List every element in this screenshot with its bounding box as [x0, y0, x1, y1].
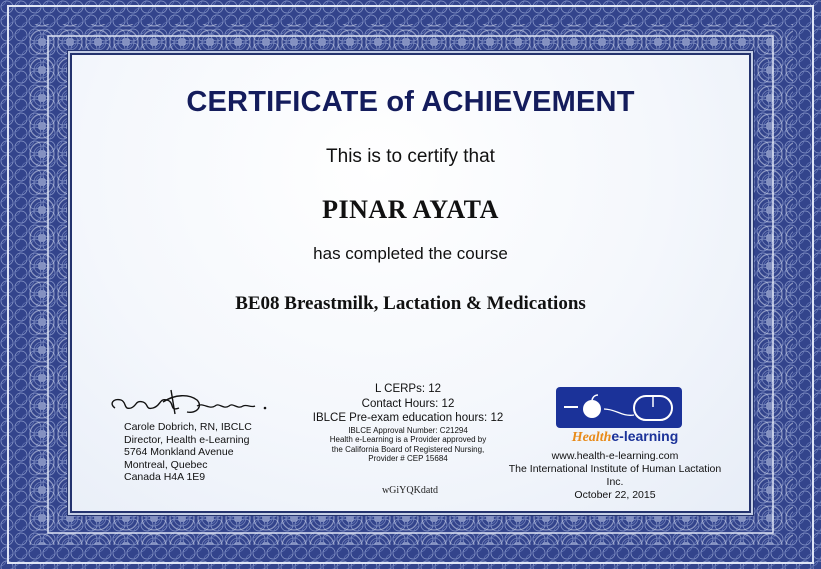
signatory-title: Director, Health e-Learning — [124, 433, 250, 446]
logo-elearning-text: e-learning — [611, 428, 679, 444]
lcerps-line: L CERPs: 12 — [374, 383, 442, 395]
iblce-approval-line: IBLCE Approval Number: C21294 — [348, 425, 468, 435]
website-link[interactable]: www.health-e-learning.com — [551, 450, 679, 462]
signatory-block — [124, 421, 252, 484]
certificate-title: CERTIFICATE of ACHIEVEMENT — [186, 86, 635, 118]
provider-line-2: the California Board of Registered Nursing, — [331, 444, 485, 454]
credits-block — [300, 382, 516, 464]
completed-line: has completed the course — [313, 244, 508, 263]
issue-date: October 22, 2015 — [574, 489, 656, 501]
signatory-street: 5764 Monkland Avenue — [124, 446, 234, 458]
verification-code: wGiYQKdatd — [381, 485, 439, 496]
logo-health-text: Health — [571, 430, 612, 445]
organization-block — [500, 450, 730, 502]
logo-wordmark — [540, 428, 710, 446]
mouse-apple-icon — [556, 387, 682, 428]
contact-hours-line: Contact Hours: 12 — [361, 397, 455, 410]
certify-line: This is to certify that — [326, 146, 495, 167]
provider-line-1: Health e-Learning is a Provider approved by — [329, 435, 487, 444]
course-name: BE08 Breastmilk, Lactation & Medications — [235, 293, 586, 314]
signatory-city: Montreal, Quebec — [124, 458, 208, 471]
institute-name: The International Institute of Human Lactation Inc. — [508, 463, 722, 488]
signature — [105, 384, 275, 420]
recipient-name: PINAR AYATA — [322, 195, 499, 224]
health-e-learning-logo — [556, 387, 682, 428]
iblce-hours-line: IBLCE Pre-exam education hours: 12 — [312, 412, 504, 424]
provider-number-line: Provider # CEP 15684 — [368, 454, 448, 463]
signatory-postal: Canada H4A 1E9 — [124, 471, 206, 483]
signatory-name: Carole Dobrich, RN, IBCLC — [124, 421, 252, 433]
